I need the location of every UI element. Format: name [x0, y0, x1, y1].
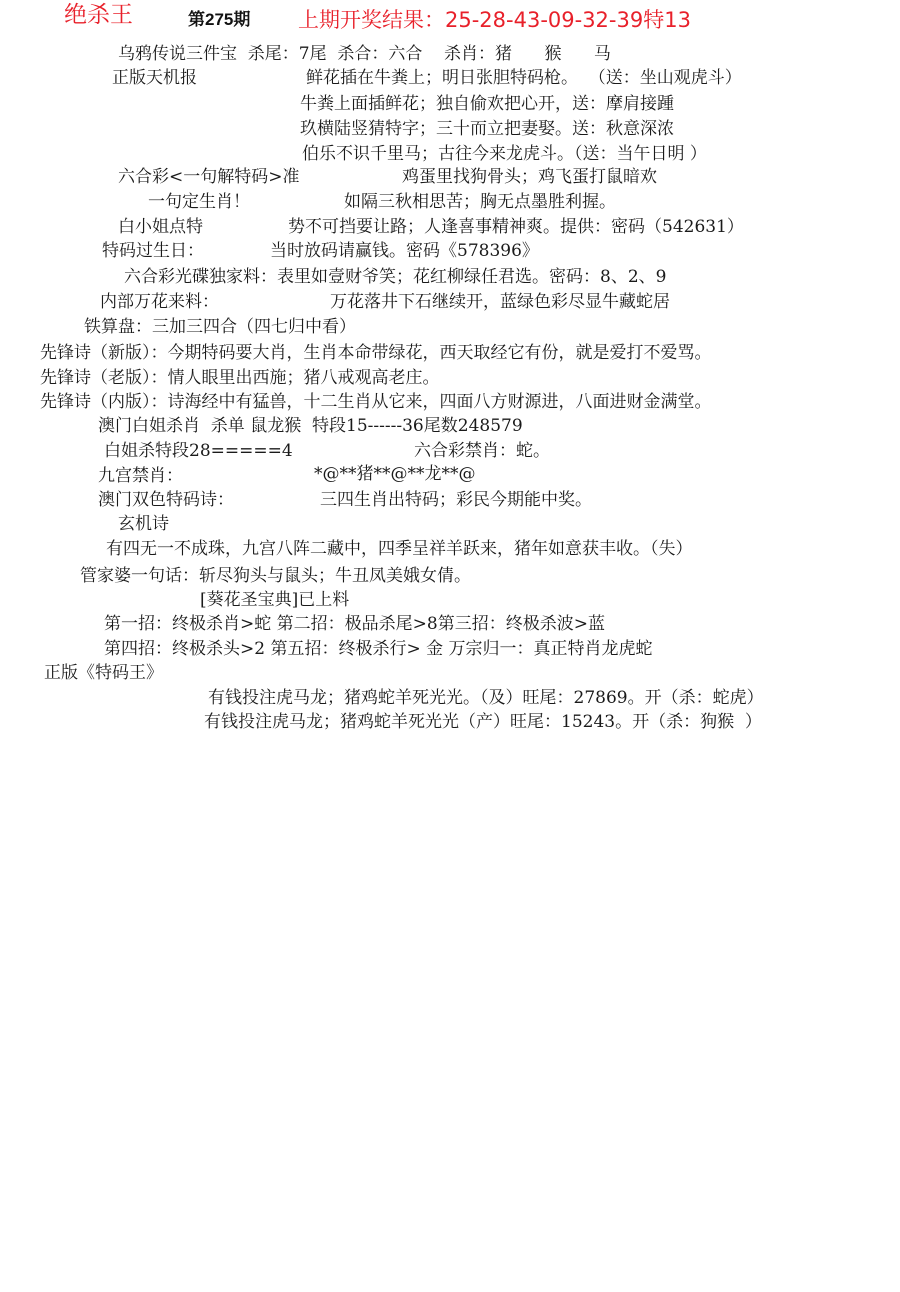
tema-king-line-1: 有钱投注虎马龙；猪鸡蛇羊死光光。（及）旺尾：27869。开（杀：蛇虎） [208, 688, 764, 708]
wanhua-title: 内部万花来料： [100, 292, 219, 312]
disc-exclusive-line: 六合彩光碟独家料：表里如壹财爷笑；花红柳绿任君选。密码：8、2、9 [124, 267, 667, 287]
last-draw-result: 上期开奖结果：25-28-43-09-32-39特13 [298, 8, 691, 32]
tianji-line-1: 鲜花插在牛粪上；明日张胆特码枪。 （送：坐山观虎斗） [306, 68, 742, 88]
bai-xiaojie-line: 势不可挡要让路；人逢喜事精神爽。提供：密码（542631） [288, 217, 744, 237]
macau-kill-line: 澳门白姐杀肖 杀单 鼠龙猴 特段15------36尾数248579 [98, 416, 523, 436]
iron-abacus-line: 铁算盘：三加三四合（四七归中看） [84, 317, 356, 337]
forbidden-zodiac-line: 六合彩禁肖：蛇。 [414, 441, 550, 461]
mystery-poem-title: 玄机诗 [118, 514, 169, 534]
move-line-1: 第一招：终极杀肖>蛇 第二招：极品杀尾>8第三招：终极杀波>蓝 [104, 614, 605, 634]
wanhua-line: 万花落井下石继续开，蓝绿色彩尽显牛藏蛇居 [330, 292, 670, 312]
baijie-kill-segment: 白姐杀特段28=====4 [104, 441, 293, 461]
issue-number: 第275期 [188, 10, 251, 29]
birthday-line: 当时放码请赢钱。密码《578396》 [270, 241, 539, 261]
birthday-title: 特码过生日： [102, 241, 204, 261]
pioneer-poem-new: 先锋诗（新版）：今期特码要大肖，生肖本命带绿花，西天取经它有份，就是爱打不爱骂。 [40, 343, 712, 363]
move-line-2: 第四招：终极杀头>2 第五招：终极杀行> 金 万宗归一：真正特肖龙虎蛇 [104, 639, 653, 659]
pioneer-poem-inner: 先锋诗（内版）：诗海经中有猛兽，十二生肖从它来，四面八方财源进，八面进财金满堂。 [40, 392, 712, 412]
pioneer-poem-old: 先锋诗（老版）：情人眼里出西施；猪八戒观高老庄。 [40, 368, 440, 388]
one-sentence-line: 鸡蛋里找狗骨头；鸡飞蛋打鼠暗欢 [402, 167, 657, 187]
macau-poem-title: 澳门双色特码诗： [98, 490, 234, 510]
bai-xiaojie-title: 白小姐点特 [118, 217, 203, 237]
crow-legend-line: 乌鸦传说三件宝 杀尾：7尾 杀合：六合 杀肖：猪 猴 马 [118, 44, 611, 64]
nine-palace-line: *@**猪**@**龙**@ [314, 464, 476, 484]
tianji-line-4: 伯乐不识千里马；古往今来龙虎斗。（送：当午日明 ） [302, 144, 707, 164]
tema-king-line-2: 有钱投注虎马龙；猪鸡蛇羊死光光（产）旺尾：15243。开（杀：狗猴 ） [204, 712, 762, 732]
sunflower-title: [葵花圣宝典]已上料 [200, 590, 350, 610]
tianji-line-2: 牛粪上面插鲜花；独自偷欢把心开，送：摩肩接踵 [300, 94, 674, 114]
macau-poem-line: 三四生肖出特码；彩民今期能中奖。 [320, 490, 592, 510]
housekeeper-line: 管家婆一句话：斩尽狗头与鼠头；牛丑凤美娥女倩。 [80, 566, 471, 586]
tianji-title: 正版天机报 [112, 68, 197, 88]
mystery-poem-line: 有四无一不成珠，九宫八阵二藏中，四季呈祥羊跃来，猪年如意获丰收。（失） [106, 539, 693, 559]
brand-title: 绝杀王 [64, 2, 133, 28]
nine-palace-title: 九宫禁肖： [98, 466, 183, 486]
zodiac-title: 一句定生肖！ [148, 192, 250, 212]
one-sentence-title: 六合彩<一句解特码>准 [118, 167, 300, 187]
tianji-line-3: 玖横陆竖猜特字；三十而立把妻娶。送：秋意深浓 [300, 119, 674, 139]
tema-king-title: 正版《特码王》 [44, 663, 163, 683]
zodiac-line: 如隔三秋相思苦；胸无点墨胜利握。 [344, 192, 616, 212]
